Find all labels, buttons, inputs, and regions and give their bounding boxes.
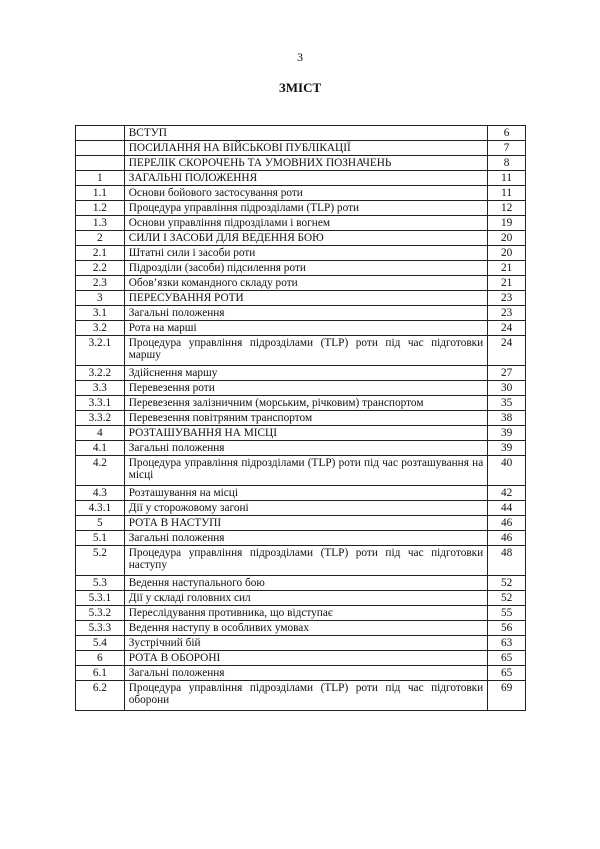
toc-section-number: 5.2 bbox=[76, 546, 125, 576]
toc-page-number: 40 bbox=[488, 456, 526, 486]
toc-page-number: 6 bbox=[488, 126, 526, 141]
toc-row bbox=[76, 216, 526, 231]
toc-row bbox=[76, 291, 526, 306]
toc-page-number: 24 bbox=[488, 321, 526, 336]
toc-section-title: Загальні положення bbox=[124, 531, 487, 546]
toc-section-number: 3 bbox=[76, 291, 125, 306]
toc-section-number: 5.3.2 bbox=[76, 606, 125, 621]
toc-row bbox=[76, 201, 526, 216]
toc-section-title: Переслідування противника, що відступає bbox=[124, 606, 487, 621]
toc-section-number: 3.1 bbox=[76, 306, 125, 321]
toc-section-title: Процедура управління підрозділами (TLP) роти під час підготовки маршу bbox=[124, 336, 487, 366]
toc-page-number: 35 bbox=[488, 396, 526, 411]
toc-section-title: Розташування на місці bbox=[124, 486, 487, 501]
toc-page-number: 46 bbox=[488, 516, 526, 531]
toc-section-title: Дії у складі головних сил bbox=[124, 591, 487, 606]
toc-row bbox=[76, 141, 526, 156]
toc-section-title: Основи бойового застосування роти bbox=[124, 186, 487, 201]
toc-section-number: 6 bbox=[76, 651, 125, 666]
toc-section-title: ПЕРЕСУВАННЯ РОТИ bbox=[124, 291, 487, 306]
toc-section-title: Перевезення залізничним (морським, річковим) транспортом bbox=[124, 396, 487, 411]
toc-page-number: 65 bbox=[488, 666, 526, 681]
toc-section-title: Здійснення маршу bbox=[124, 366, 487, 381]
toc-row bbox=[76, 591, 526, 606]
toc-section-number: 3.3.1 bbox=[76, 396, 125, 411]
toc-section-number: 5.3.1 bbox=[76, 591, 125, 606]
toc-section-title: Підрозділи (засоби) підсилення роти bbox=[124, 261, 487, 276]
toc-section-title: Процедура управління підрозділами (TLP) роти під час розташування на місці bbox=[124, 456, 487, 486]
toc-page-number: 65 bbox=[488, 651, 526, 666]
toc-row bbox=[76, 516, 526, 531]
toc-section-number: 2.3 bbox=[76, 276, 125, 291]
toc-section-number: 5.3 bbox=[76, 576, 125, 591]
toc-section-number: 3.2.2 bbox=[76, 366, 125, 381]
toc-section-title: Рота на марші bbox=[124, 321, 487, 336]
toc-section-number: 3.3 bbox=[76, 381, 125, 396]
toc-page-number: 21 bbox=[488, 276, 526, 291]
toc-section-number: 4.2 bbox=[76, 456, 125, 486]
toc-page-number: 19 bbox=[488, 216, 526, 231]
toc-row bbox=[76, 636, 526, 651]
toc-page-number: 20 bbox=[488, 231, 526, 246]
toc-row bbox=[76, 681, 526, 711]
toc-page-number: 23 bbox=[488, 291, 526, 306]
toc-page-number: 12 bbox=[488, 201, 526, 216]
toc-row bbox=[76, 576, 526, 591]
toc-page-number: 42 bbox=[488, 486, 526, 501]
toc-row bbox=[76, 381, 526, 396]
toc-section-title: Дії у сторожовому загоні bbox=[124, 501, 487, 516]
toc-section-number bbox=[76, 156, 125, 171]
toc-section-title: Обов’язки командного складу роти bbox=[124, 276, 487, 291]
toc-page-number: 24 bbox=[488, 336, 526, 366]
toc-section-number: 4 bbox=[76, 426, 125, 441]
toc-section-number: 1.1 bbox=[76, 186, 125, 201]
toc-row bbox=[76, 456, 526, 486]
table-of-contents bbox=[75, 125, 526, 711]
toc-section-number: 1 bbox=[76, 171, 125, 186]
toc-section-number: 6.2 bbox=[76, 681, 125, 711]
toc-row bbox=[76, 486, 526, 501]
toc-section-number: 3.2.1 bbox=[76, 336, 125, 366]
toc-section-number: 1.3 bbox=[76, 216, 125, 231]
toc-section-number: 3.3.2 bbox=[76, 411, 125, 426]
toc-page-number: 27 bbox=[488, 366, 526, 381]
toc-section-title: ЗАГАЛЬНІ ПОЛОЖЕННЯ bbox=[124, 171, 487, 186]
toc-page-number: 30 bbox=[488, 381, 526, 396]
toc-row bbox=[76, 321, 526, 336]
toc-page-number: 11 bbox=[488, 171, 526, 186]
toc-section-title: Ведення наступу в особливих умовах bbox=[124, 621, 487, 636]
toc-section-title: Основи управління підрозділами і вогнем bbox=[124, 216, 487, 231]
toc-row bbox=[76, 126, 526, 141]
toc-page-number: 21 bbox=[488, 261, 526, 276]
toc-section-number: 5.4 bbox=[76, 636, 125, 651]
toc-section-number: 6.1 bbox=[76, 666, 125, 681]
toc-body bbox=[76, 126, 526, 711]
toc-section-title: Перевезення роти bbox=[124, 381, 487, 396]
toc-page-number: 63 bbox=[488, 636, 526, 651]
toc-row bbox=[76, 336, 526, 366]
toc-row bbox=[76, 366, 526, 381]
toc-row bbox=[76, 246, 526, 261]
toc-section-number: 4.3.1 bbox=[76, 501, 125, 516]
toc-page-number: 52 bbox=[488, 591, 526, 606]
toc-section-title: Штатні сили і засоби роти bbox=[124, 246, 487, 261]
toc-row bbox=[76, 396, 526, 411]
toc-row bbox=[76, 261, 526, 276]
toc-section-title: РОЗТАШУВАННЯ НА МІСЦІ bbox=[124, 426, 487, 441]
toc-row bbox=[76, 306, 526, 321]
toc-row bbox=[76, 651, 526, 666]
toc-section-number: 2.2 bbox=[76, 261, 125, 276]
toc-row bbox=[76, 411, 526, 426]
toc-row bbox=[76, 666, 526, 681]
toc-row bbox=[76, 531, 526, 546]
toc-page-number: 8 bbox=[488, 156, 526, 171]
toc-section-title: ВСТУП bbox=[124, 126, 487, 141]
toc-section-number: 5.3.3 bbox=[76, 621, 125, 636]
toc-row bbox=[76, 171, 526, 186]
toc-page-number: 44 bbox=[488, 501, 526, 516]
toc-section-number: 5.1 bbox=[76, 531, 125, 546]
toc-section-number: 4.1 bbox=[76, 441, 125, 456]
toc-section-number: 2 bbox=[76, 231, 125, 246]
toc-page-number: 55 bbox=[488, 606, 526, 621]
toc-page-number: 48 bbox=[488, 546, 526, 576]
toc-page-number: 23 bbox=[488, 306, 526, 321]
toc-row bbox=[76, 426, 526, 441]
toc-section-number: 4.3 bbox=[76, 486, 125, 501]
toc-section-title: Перевезення повітряним транспортом bbox=[124, 411, 487, 426]
toc-section-title: Ведення наступального бою bbox=[124, 576, 487, 591]
toc-page-number: 46 bbox=[488, 531, 526, 546]
page-title: ЗМІСТ bbox=[278, 80, 322, 95]
toc-section-title: ПЕРЕЛІК СКОРОЧЕНЬ ТА УМОВНИХ ПОЗНАЧЕНЬ bbox=[124, 156, 487, 171]
toc-row bbox=[76, 231, 526, 246]
toc-page-number: 20 bbox=[488, 246, 526, 261]
toc-section-title: Процедура управління підрозділами (TLP) роти bbox=[124, 201, 487, 216]
toc-page-number: 52 bbox=[488, 576, 526, 591]
toc-page-number: 39 bbox=[488, 441, 526, 456]
toc-section-number: 3.2 bbox=[76, 321, 125, 336]
toc-section-number: 5 bbox=[76, 516, 125, 531]
toc-row bbox=[76, 606, 526, 621]
toc-section-title: Загальні положення bbox=[124, 441, 487, 456]
toc-row bbox=[76, 546, 526, 576]
toc-page-number: 39 bbox=[488, 426, 526, 441]
toc-row bbox=[76, 441, 526, 456]
toc-row bbox=[76, 621, 526, 636]
toc-page-number: 56 bbox=[488, 621, 526, 636]
toc-section-title: РОТА В ОБОРОНІ bbox=[124, 651, 487, 666]
toc-page-number: 11 bbox=[488, 186, 526, 201]
toc-row bbox=[76, 276, 526, 291]
toc-page-number: 69 bbox=[488, 681, 526, 711]
toc-section-title: Процедура управління підрозділами (TLP) роти під час підготовки наступу bbox=[124, 546, 487, 576]
toc-section-title: ПОСИЛАННЯ НА ВІЙСЬКОВІ ПУБЛІКАЦІЇ bbox=[124, 141, 487, 156]
toc-section-number: 2.1 bbox=[76, 246, 125, 261]
toc-row bbox=[76, 501, 526, 516]
toc-section-title: Зустрічний бій bbox=[124, 636, 487, 651]
toc-section-number bbox=[76, 141, 125, 156]
toc-section-title: Процедура управління підрозділами (TLP) роти під час підготовки оборони bbox=[124, 681, 487, 711]
toc-row bbox=[76, 186, 526, 201]
toc-section-title: Загальні положення bbox=[124, 306, 487, 321]
toc-page-number: 38 bbox=[488, 411, 526, 426]
toc-page-number: 7 bbox=[488, 141, 526, 156]
toc-section-number: 1.2 bbox=[76, 201, 125, 216]
toc-section-title: СИЛИ І ЗАСОБИ ДЛЯ ВЕДЕННЯ БОЮ bbox=[124, 231, 487, 246]
toc-section-title: Загальні положення bbox=[124, 666, 487, 681]
page-number: 3 bbox=[297, 50, 303, 64]
toc-row bbox=[76, 156, 526, 171]
toc-section-title: РОТА В НАСТУПІ bbox=[124, 516, 487, 531]
toc-section-number bbox=[76, 126, 125, 141]
